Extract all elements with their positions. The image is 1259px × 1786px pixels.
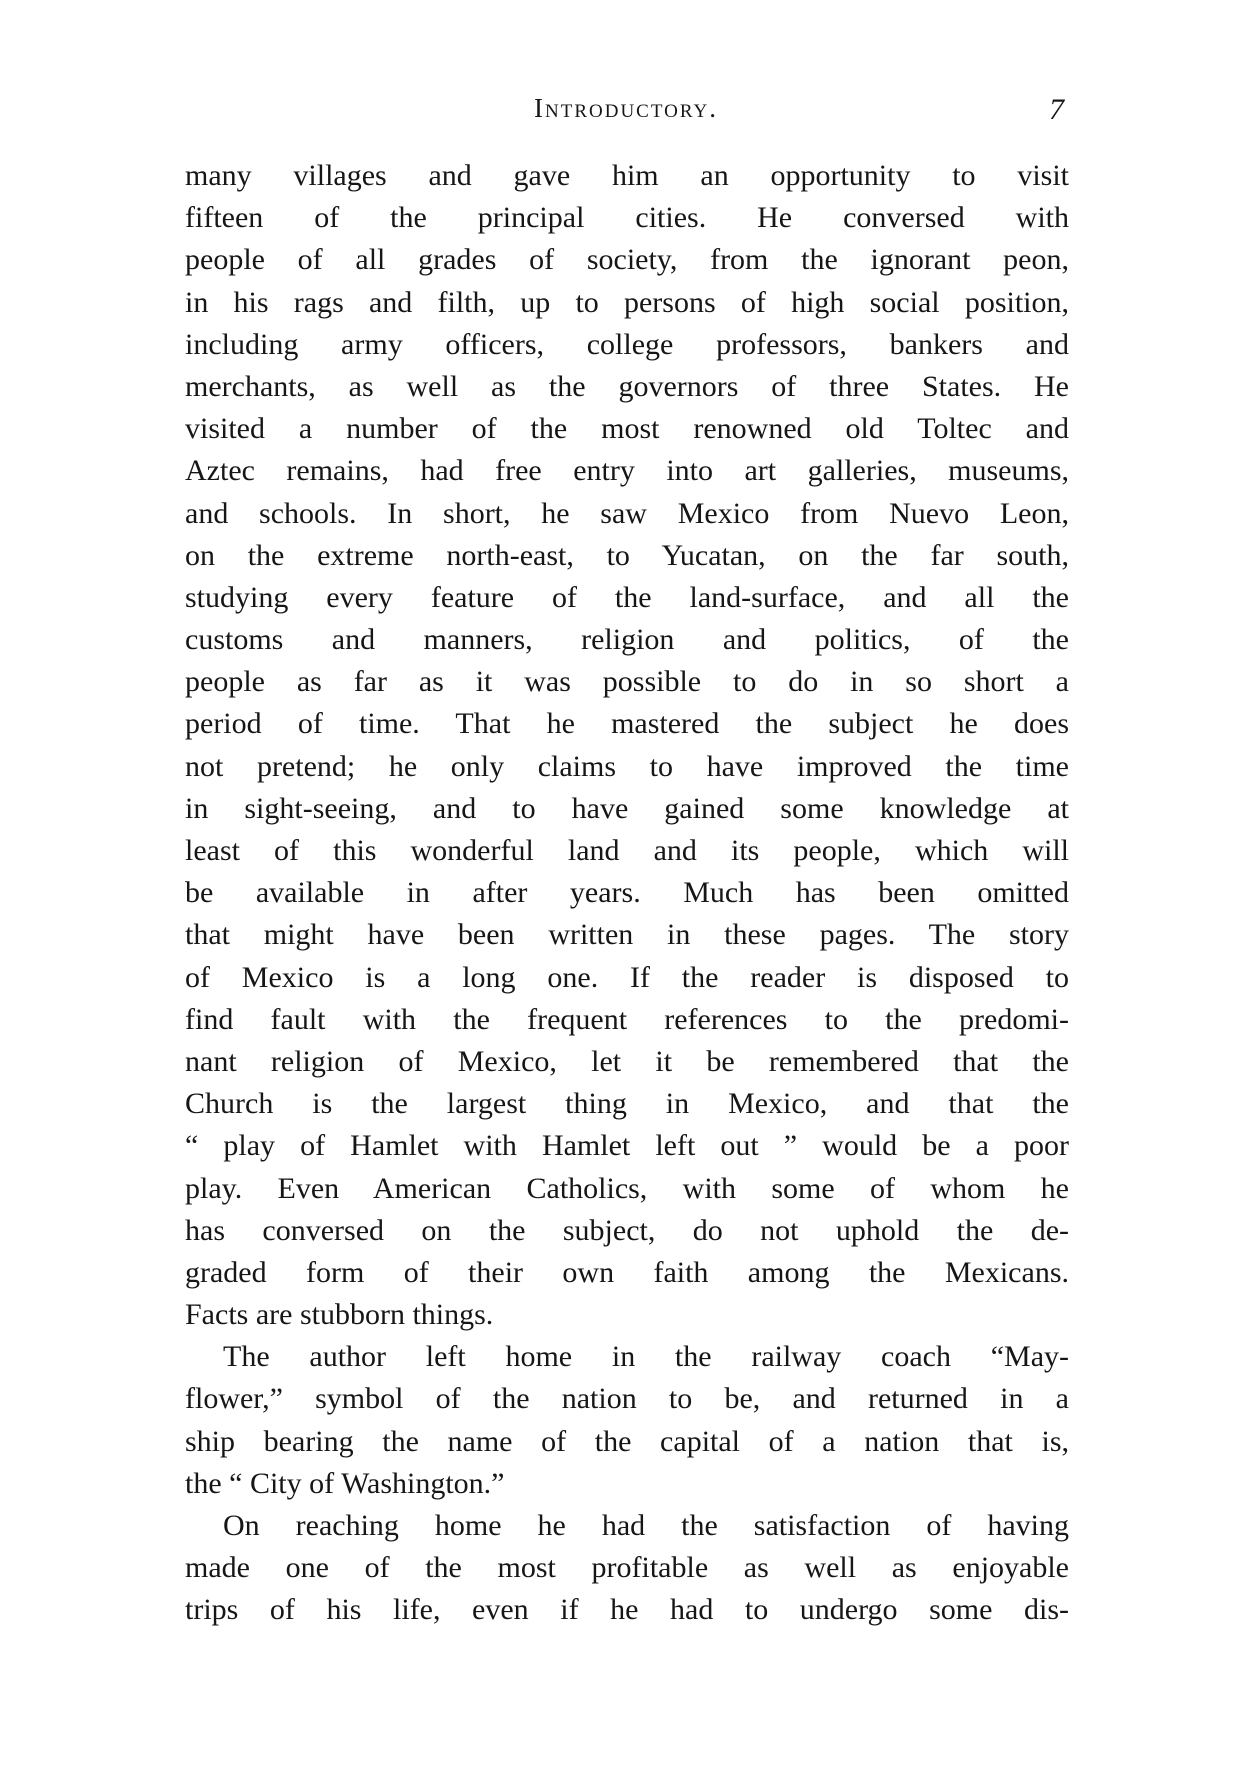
text-line: fifteen of the principal cities. He conversed with — [185, 201, 1069, 235]
body-text — [185, 155, 1069, 1632]
text-line: including army officers, college professors, bankers and — [185, 327, 1069, 361]
text-line: The author left home in the railway coach “May- — [223, 1340, 1069, 1374]
text-line: period of time. That he mastered the subject he does — [185, 707, 1069, 741]
text-line: graded form of their own faith among the Mexicans. — [185, 1255, 1069, 1289]
running-header — [186, 90, 1066, 130]
text-line: play. Even American Catholics, with some of whom he — [185, 1171, 1069, 1205]
page-number: 7 — [1049, 93, 1064, 126]
text-line: Aztec remains, had free entry into art galleries, museums, — [185, 454, 1069, 488]
text-line: people as far as it was possible to do in so short a — [185, 665, 1069, 699]
text-line: ship bearing the name of the capital of a nation that is, — [185, 1424, 1069, 1458]
text-line: not pretend; he only claims to have improved the time — [185, 749, 1069, 783]
text-line: many villages and gave him an opportunity to visit — [185, 159, 1069, 192]
text-line: and schools. In short, he saw Mexico from Nuevo Leon, — [185, 496, 1069, 530]
text-line: the “ City of Washington.” — [185, 1466, 505, 1500]
text-line: in sight-seeing, and to have gained some knowledge at — [185, 791, 1069, 825]
text-line: of Mexico is a long one. If the reader is disposed to — [185, 960, 1069, 994]
text-line: people of all grades of society, from the ignorant peon, — [185, 243, 1069, 277]
text-line: flower,” symbol of the nation to be, and returned in a — [185, 1382, 1069, 1416]
text-line: On reaching home he had the satisfaction of having — [223, 1509, 1069, 1542]
text-line: Church is the largest thing in Mexico, and that the — [185, 1087, 1069, 1121]
text-line: “ play of Hamlet with Hamlet left out ” would be a poor — [185, 1129, 1069, 1163]
text-line: trips of his life, even if he had to undergo some dis- — [185, 1593, 1069, 1627]
text-line: in his rags and filth, up to persons of high social position, — [185, 285, 1069, 319]
text-line: be available in after years. Much has been omitted — [185, 876, 1069, 910]
text-line: that might have been written in these pages. The story — [185, 918, 1069, 952]
text-line: has conversed on the subject, do not uphold the de- — [185, 1213, 1069, 1247]
text-line: customs and manners, religion and politics, of the — [185, 623, 1069, 657]
text-line: visited a number of the most renowned old Toltec and — [185, 412, 1069, 446]
chapter-title: Introductory. — [534, 93, 718, 123]
text-line: made one of the most profitable as well as enjoyable — [185, 1551, 1069, 1585]
text-line: least of this wonderful land and its people, which will — [185, 834, 1069, 867]
text-line: on the extreme north-east, to Yucatan, on the far south, — [185, 538, 1069, 572]
text-line: find fault with the frequent references to the predomi- — [185, 1002, 1069, 1036]
text-line: studying every feature of the land-surface, and all the — [185, 580, 1069, 614]
text-line: Facts are stubborn things. — [185, 1298, 494, 1332]
text-line: nant religion of Mexico, let it be remembered that the — [185, 1044, 1069, 1078]
text-line: merchants, as well as the governors of three States. He — [185, 369, 1069, 403]
